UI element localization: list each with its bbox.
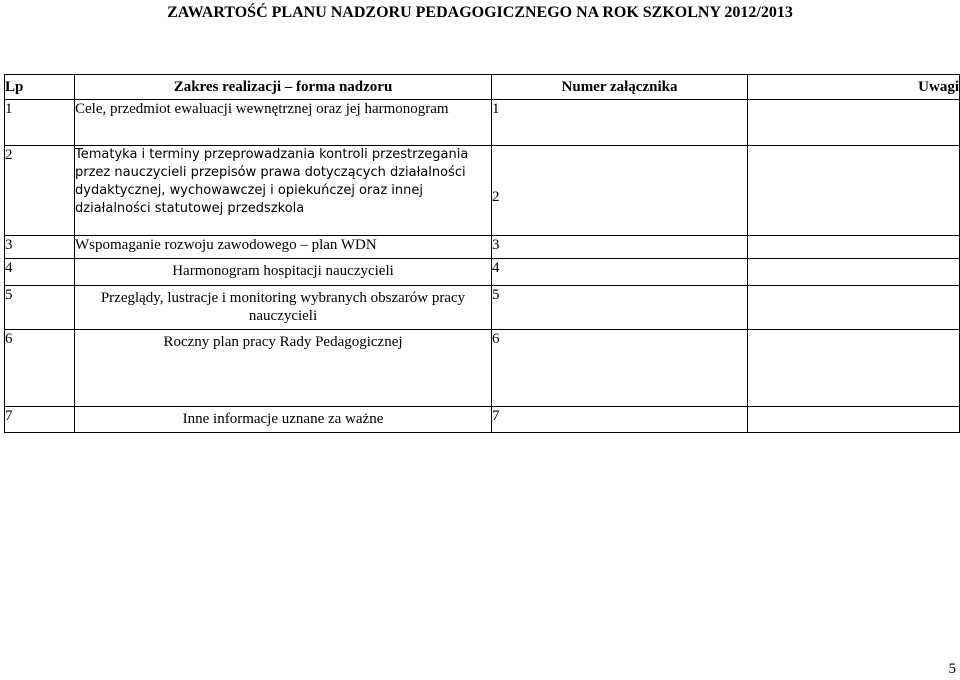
- cell-lp: 1: [5, 100, 75, 146]
- page-number: 5: [948, 661, 956, 677]
- table-row: [5, 330, 960, 407]
- table-row: [5, 407, 960, 433]
- cell-zakres: Przeglądy, lustracje i monitoring wybranych obszarów pracy nauczycieli: [75, 286, 492, 330]
- cell-numer: 7: [492, 407, 748, 433]
- table-row: [5, 259, 960, 286]
- cell-numer: 5: [492, 286, 748, 330]
- header-numer-zalacznika: Numer załącznika: [492, 75, 748, 100]
- cell-lp: 3: [5, 236, 75, 259]
- cell-lp: 7: [5, 407, 75, 433]
- cell-zakres: Inne informacje uznane za ważne: [75, 407, 492, 433]
- cell-zakres: Cele, przedmiot ewaluacji wewnętrznej oraz jej harmonogram: [75, 100, 492, 146]
- cell-zakres: Wspomaganie rozwoju zawodowego – plan WDN: [75, 236, 492, 259]
- table-row: [5, 146, 960, 236]
- table-row: [5, 100, 960, 146]
- table-row: [5, 286, 960, 330]
- cell-uwagi: [748, 407, 960, 433]
- header-lp: Lp: [5, 75, 75, 100]
- cell-uwagi: [748, 236, 960, 259]
- cell-zakres: Harmonogram hospitacji nauczycieli: [75, 259, 492, 286]
- table-row: [5, 236, 960, 259]
- cell-uwagi: [748, 146, 960, 236]
- cell-numer: 6: [492, 330, 748, 407]
- cell-zakres: Roczny plan pracy Rady Pedagogicznej: [75, 330, 492, 407]
- cell-uwagi: [748, 259, 960, 286]
- cell-lp: 4: [5, 259, 75, 286]
- table-header-row: [5, 75, 960, 100]
- cell-lp: 6: [5, 330, 75, 407]
- cell-numer: 1: [492, 100, 748, 146]
- cell-numer: 4: [492, 259, 748, 286]
- document-title: ZAWARTOŚĆ PLANU NADZORU PEDAGOGICZNEGO NA ROK SZKOLNY 2012/2013: [167, 4, 793, 21]
- cell-lp: 2: [5, 146, 75, 236]
- cell-numer: 2: [492, 146, 748, 236]
- header-zakres: Zakres realizacji – forma nadzoru: [75, 75, 492, 100]
- cell-zakres: [75, 146, 492, 236]
- cell-uwagi: [748, 330, 960, 407]
- cell-uwagi: [748, 286, 960, 330]
- cell-numer: 3: [492, 236, 748, 259]
- cell-zakres-text: Tematyka i terminy przeprowadzania kontroli przestrzegania przez nauczycieli przepisów prawa dotyczących działalności dydaktycznej, wychowawczej i opiekuńczej oraz innej działalności statutowej przedszkola: [75, 147, 469, 216]
- cell-uwagi: [748, 100, 960, 146]
- cell-lp: 5: [5, 286, 75, 330]
- header-uwagi: Uwagi: [748, 75, 960, 100]
- supervision-plan-table: [4, 74, 960, 433]
